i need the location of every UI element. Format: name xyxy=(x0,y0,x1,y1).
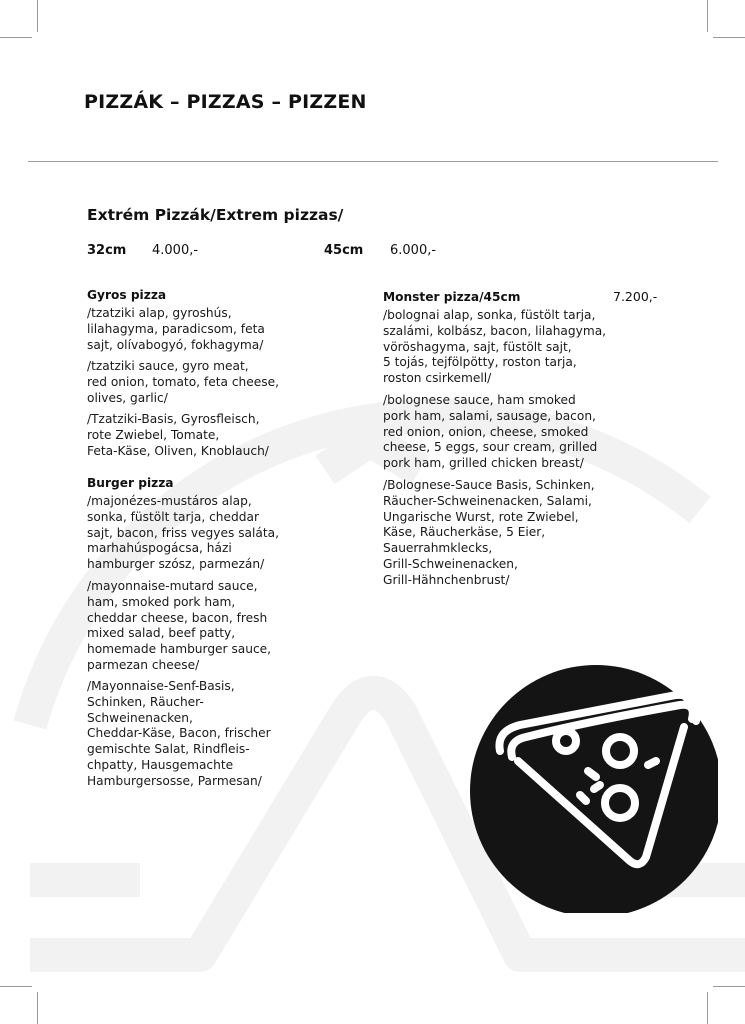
page-title: PIZZÁK – PIZZAS – PIZZEN xyxy=(84,91,367,113)
item-desc-monster-de: /Bolognese-Sauce Basis, Schinken, Räucher-Schweinenacken, Salami, Ungarische Wurst, rote Zwiebel, Käse, Räucherkäse, 5 Eier, Sauerrahmklecks, Grill-Schweinenacken, Grill-Hähnchenbrust/ xyxy=(383,478,595,587)
item-name-burger: Burger pizza xyxy=(87,476,174,490)
item-desc-monster-hu: /bolognai alap, sonka, füstölt tarja, szalámi, kolbász, bacon, lilahagyma, vöröshagyma, sajt, füstölt sajt, 5 tojás, tejfölpötty, roston tarja, roston csirkemell/ xyxy=(383,308,607,386)
item-desc-monster-en: /bolognese sauce, ham smoked pork ham, salami, sausage, bacon, red onion, onion, cheese, smoked cheese, 5 eggs, sour cream, grilled pork ham, grilled chicken breast/ xyxy=(383,393,598,471)
item-price-monster: 7.200,- xyxy=(613,289,658,304)
item-desc-gyros-en: /tzatziki sauce, gyro meat, red onion, tomato, feta cheese, olives, garlic/ xyxy=(87,359,279,405)
item-desc-gyros-de: /Tzatziki-Basis, Gyrosfleisch, rote Zwiebel, Tomate, Feta-Käse, Oliven, Knoblauch/ xyxy=(87,412,269,458)
size-price-32: 4.000,- xyxy=(152,243,199,258)
divider xyxy=(28,161,718,162)
size-label-32: 32cm xyxy=(87,243,127,258)
item-desc-burger-en: /mayonnaise-mutard sauce, ham, smoked pork ham, cheddar cheese, bacon, fresh mixed salad, beef patty, homemade hamburger sauce, parmezan cheese/ xyxy=(87,579,272,672)
section-title: Extrém Pizzák/Extrem pizzas/ xyxy=(87,206,344,224)
item-desc-burger-de: /Mayonnaise-Senf-Basis, Schinken, Räucher- Schweinenacken, Cheddar-Käse, Bacon, frischer gemischte Salat, Rindfleis- chpatty, Hausgemachte Hamburgersosse, Parmesan/ xyxy=(87,679,271,788)
size-label-45: 45cm xyxy=(324,243,364,258)
item-desc-burger-hu: /majonézes-mustáros alap, sonka, füstölt tarja, cheddar sajt, bacon, friss vegyes saláta, marhahúspogácsa, házi hamburger szósz, parmezán/ xyxy=(87,494,280,572)
item-desc-gyros-hu: /tzatziki alap, gyroshús, lilahagyma, paradicsom, feta sajt, olívabogyó, fokhagyma/ xyxy=(87,306,265,352)
pizza-slice-badge xyxy=(470,665,718,913)
item-name-monster: Monster pizza/45cm xyxy=(383,290,521,304)
item-name-gyros: Gyros pizza xyxy=(87,288,167,302)
size-price-45: 6.000,- xyxy=(390,243,437,258)
